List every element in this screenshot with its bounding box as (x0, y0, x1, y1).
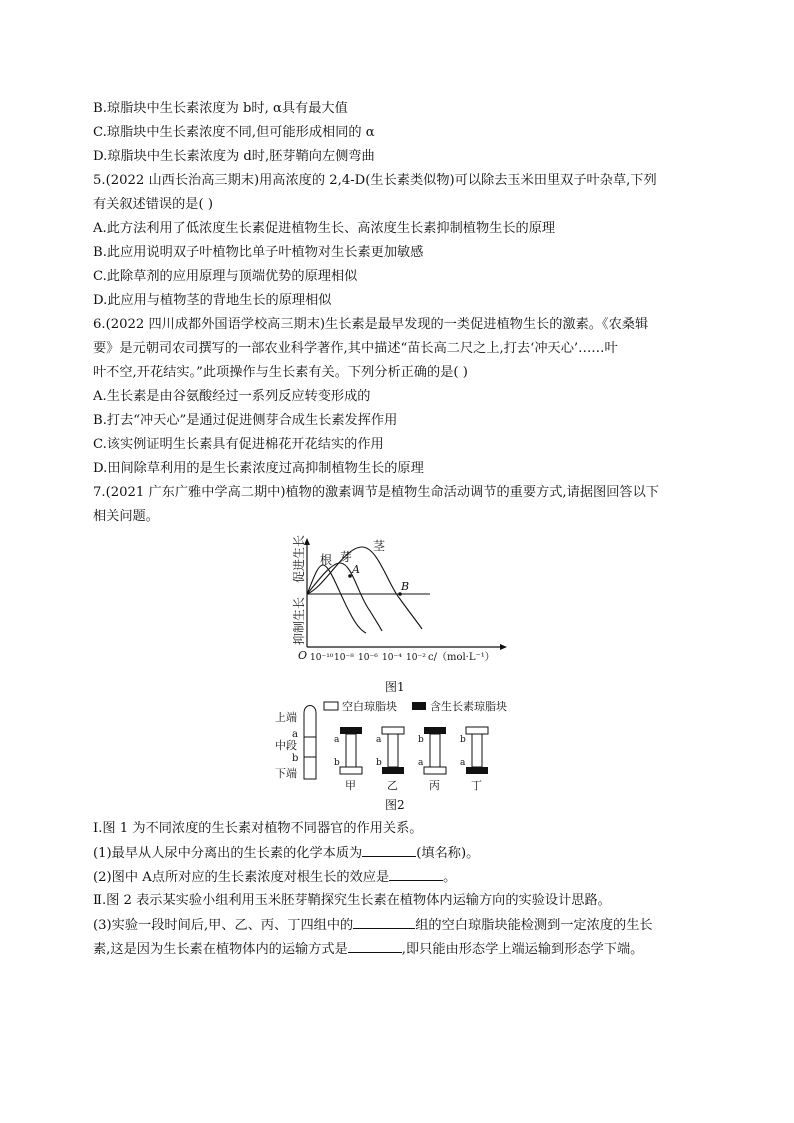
figure-1-caption: 图1 (385, 680, 405, 694)
option-c-q6: C.该实例证明生长素具有促进棉花开花结实的作用 (93, 437, 384, 452)
sub-question-3-cont: 素,这是因为生长素在植物体内的运输方式是 ,即只能由形态学上端运输到形态学下端。 (93, 942, 644, 957)
part-1-intro: Ⅰ.图 1 为不同浓度的生长素对植物不同器官的作用关系。 (93, 821, 423, 836)
svg-text:a: a (418, 758, 424, 768)
side-label-bottom: 下端 (275, 767, 297, 780)
x-tick: 10⁻⁸ (334, 653, 354, 663)
svg-text:b: b (460, 735, 466, 745)
option-a-q5: A.此方法利用了低浓度生长素促进植物生长、高浓度生长素抑制植物生长的原理 (93, 221, 556, 236)
answer-blank-3[interactable] (353, 916, 415, 929)
coleoptile-drawing (304, 706, 316, 780)
group-bing (418, 727, 446, 792)
question-6-stem-cont2: 叶不空,开花结实。”此项操作与生长素有关。下列分析正确的是( ) (93, 365, 468, 380)
question-6-stem-cont1: 要》是元朝司农司撰写的一部农业科学著作,其中描述“苗长高二尺之上,打去‘冲天心’……叶 (93, 341, 618, 356)
figure-1-graph (270, 535, 520, 665)
question-5-stem: 5.(2022 山西长治高三期末)用高浓度的 2,4-D(生长素类似物)可以除去玉米田里双子叶杂草,下列 (93, 173, 657, 188)
point-label-a: A (352, 563, 360, 576)
group-label-jia: 甲 (345, 779, 356, 792)
answer-blank-1[interactable] (362, 844, 416, 857)
option-d-q5: D.此应用与植物茎的背地生长的原理相似 (93, 293, 332, 308)
part-2-intro: Ⅱ.图 2 表示某实验小组利用玉米胚芽鞘探究生长素在植物体内运输方向的实验设计思路。 (93, 893, 611, 908)
side-label-middle: 中段 (275, 739, 297, 752)
group-yi (376, 727, 404, 792)
origin-label: O (298, 649, 308, 662)
question-6-stem: 6.(2022 四川成都外国语学校高三期末)生长素是最早发现的一类促进植物生长的激素。《农桑辑 (93, 317, 649, 332)
svg-text:a: a (460, 758, 466, 768)
group-jia (334, 727, 362, 792)
curve-label-bud: 芽 (340, 550, 353, 564)
svg-text:b: b (334, 758, 340, 768)
svg-text:b: b (418, 735, 424, 745)
legend-blank-label: 空白琼脂块 (342, 700, 397, 713)
bud-curve (307, 563, 382, 631)
x-tick: 10⁻¹⁰ (310, 653, 334, 663)
option-c-q5: C.此除草剂的应用原理与顶端优势的原理相似 (93, 269, 358, 284)
svg-text:a: a (376, 735, 382, 745)
svg-text:b: b (376, 758, 382, 768)
side-label-a: a (292, 729, 298, 740)
sub-question-3: (3)实验一段时间后,甲、乙、丙、丁四组中的 组的空白琼脂块能检测到一定浓度的生长 (93, 918, 653, 933)
point-label-b: B (401, 580, 410, 593)
answer-blank-2[interactable] (389, 868, 443, 881)
option-b-q5: B.此应用说明双子叶植物比单子叶植物对生长素更加敏感 (93, 245, 424, 260)
group-label-ding: 丁 (471, 779, 482, 792)
sub-question-2: (2)图中 A点所对应的生长素浓度对根生长的效应是 。 (93, 870, 457, 885)
y-label-promote: 促进生长 (292, 535, 306, 583)
question-7-stem: 7.(2021 广东广雅中学高二期中)植物的激素调节是植物生命活动调节的重要方式,请据图回答以下 (93, 485, 659, 500)
figure-2-diagram (272, 697, 532, 795)
x-unit: c/（mol·L⁻¹） (428, 652, 495, 663)
option-d-q6: D.田间除草利用的是生长素浓度过高抑制植物生长的原理 (93, 461, 424, 476)
figure-2-caption: 图2 (385, 798, 405, 812)
sub-question-1: (1)最早从人尿中分离出的生长素的化学本质为 (填名称)。 (93, 846, 480, 861)
svg-text:a: a (334, 735, 340, 745)
x-tick: 10⁻⁶ (358, 653, 378, 663)
x-tick: 10⁻⁴ (382, 653, 402, 663)
option-b-q4: B.琼脂块中生长素浓度为 b时, α具有最大值 (93, 101, 348, 116)
x-tick: 10⁻² (406, 653, 426, 663)
legend-auxin-label: 含生长素琼脂块 (430, 700, 507, 713)
side-label-b: b (292, 753, 299, 764)
group-ding (460, 727, 488, 792)
question-7-stem-cont: 相关问题。 (93, 509, 159, 524)
group-label-bing: 丙 (429, 779, 440, 792)
option-a-q6: A.生长素是由谷氨酸经过一系列反应转变形成的 (93, 389, 371, 404)
question-5-stem-cont: 有关叙述错误的是( ) (93, 197, 213, 212)
curve-label-root: 根 (320, 553, 333, 567)
answer-blank-4[interactable] (348, 940, 402, 953)
group-label-yi: 乙 (387, 779, 398, 792)
side-label-top: 上端 (275, 711, 297, 724)
curve-label-stem: 茎 (373, 539, 386, 553)
option-b-q6: B.打去“冲天心”是通过促进侧芽合成生长素发挥作用 (93, 413, 398, 428)
option-c-q4: C.琼脂块中生长素浓度不同,但可能形成相同的 α (93, 125, 375, 140)
y-label-inhibit: 抑制生长 (292, 596, 306, 645)
option-d-q4: D.琼脂块中生长素浓度为 d时,胚芽鞘向左侧弯曲 (93, 149, 375, 164)
